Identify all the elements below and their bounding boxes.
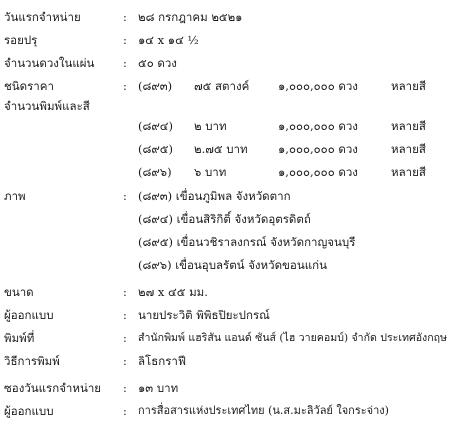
stamps-per-sheet-value: ๕๐ ดวง: [138, 56, 177, 70]
image-item: (๘๙๕) เขื่อนวชิราลงกรณ์ จังหวัดกาญจนบุรี: [138, 235, 356, 249]
denomination-label: ชนิดราคา: [4, 79, 54, 93]
denomination-price: ๒.๗๕ บาท: [194, 142, 248, 156]
printer-value: สำนักพิมพ์ แฮริสัน แอนด์ ซันส์ (ไฮ วายคอมบ์) จำกัด ประเทศอังกฤษ: [138, 332, 448, 344]
denomination-price: ๒ บาท: [194, 119, 227, 133]
fdc-price-value: ๑๓ บาท: [138, 381, 179, 395]
denomination-code: (๘๙๔): [138, 119, 173, 133]
image-item: (๘๙๖) เขื่อนอุบลรัตน์ จังหวัดขอนแก่น: [138, 258, 327, 272]
colon: :: [123, 33, 127, 47]
denomination-quantity: ๑,๐๐๐,๐๐๐ ดวง: [278, 119, 358, 133]
image-label: ภาพ: [4, 189, 26, 203]
colon: :: [123, 404, 127, 418]
colon: :: [123, 354, 127, 368]
denomination-colors: หลายสี: [391, 165, 426, 179]
denomination-colors: หลายสี: [391, 79, 426, 93]
fdc-designer-label: ผู้ออกแบบ: [4, 404, 54, 418]
denomination-colors: หลายสี: [391, 142, 426, 156]
denomination-price: ๗๕ สตางค์: [194, 79, 250, 93]
fdc-price-label: ซองวันแรกจำหน่าย: [4, 381, 102, 395]
first-day-label: วันแรกจำหน่าย: [4, 10, 81, 24]
denomination-colors: หลายสี: [391, 119, 426, 133]
print-quantity-label: จำนวนพิมพ์และสี: [4, 99, 90, 113]
colon: :: [123, 189, 127, 203]
fdc-designer-value: การสื่อสารแห่งประเทศไทย (น.ส.มะลิวัลย์ ใจกระจ่าง): [138, 404, 389, 417]
size-label: ขนาด: [4, 285, 34, 299]
colon: :: [123, 285, 127, 299]
colon: :: [123, 331, 127, 345]
size-value: ๒๗ x ๔๕ มม.: [138, 285, 208, 299]
designer-label: ผู้ออกแบบ: [4, 308, 54, 322]
denomination-code: (๘๙๕): [138, 142, 173, 156]
denomination-code: (๘๙๖): [138, 165, 172, 179]
perforation-label: รอยปรุ: [4, 33, 38, 47]
colon: :: [123, 79, 127, 93]
colon: :: [123, 10, 127, 24]
colon: :: [123, 56, 127, 70]
image-item: (๘๙๓) เขื่อนภูมิพล จังหวัดตาก: [138, 189, 291, 203]
colon: :: [123, 381, 127, 395]
image-item: (๘๙๔) เขื่อนสิริกิติ์ จังหวัดอุตรดิตถ์: [138, 212, 311, 226]
denomination-quantity: ๑,๐๐๐,๐๐๐ ดวง: [278, 142, 358, 156]
method-label: วิธีการพิมพ์: [4, 354, 60, 368]
first-day-value: ๒๘ กรกฎาคม ๒๕๒๑: [138, 10, 243, 24]
colon: :: [123, 308, 127, 322]
method-value: ลิโธกราฟี: [138, 354, 186, 368]
denomination-price: ๖ บาท: [194, 165, 227, 179]
designer-value: นายประวิติ พิพิธปิยะปกรณ์: [138, 308, 270, 322]
denomination-quantity: ๑,๐๐๐,๐๐๐ ดวง: [278, 79, 358, 93]
perforation-value: ๑๔ x ๑๔ ½: [138, 33, 199, 47]
denomination-quantity: ๑,๐๐๐,๐๐๐ ดวง: [278, 165, 358, 179]
stamps-per-sheet-label: จำนวนดวงในแผ่น: [4, 56, 95, 70]
printer-label: พิมพ์ที่: [4, 331, 35, 345]
denomination-code: (๘๙๓): [138, 79, 173, 93]
